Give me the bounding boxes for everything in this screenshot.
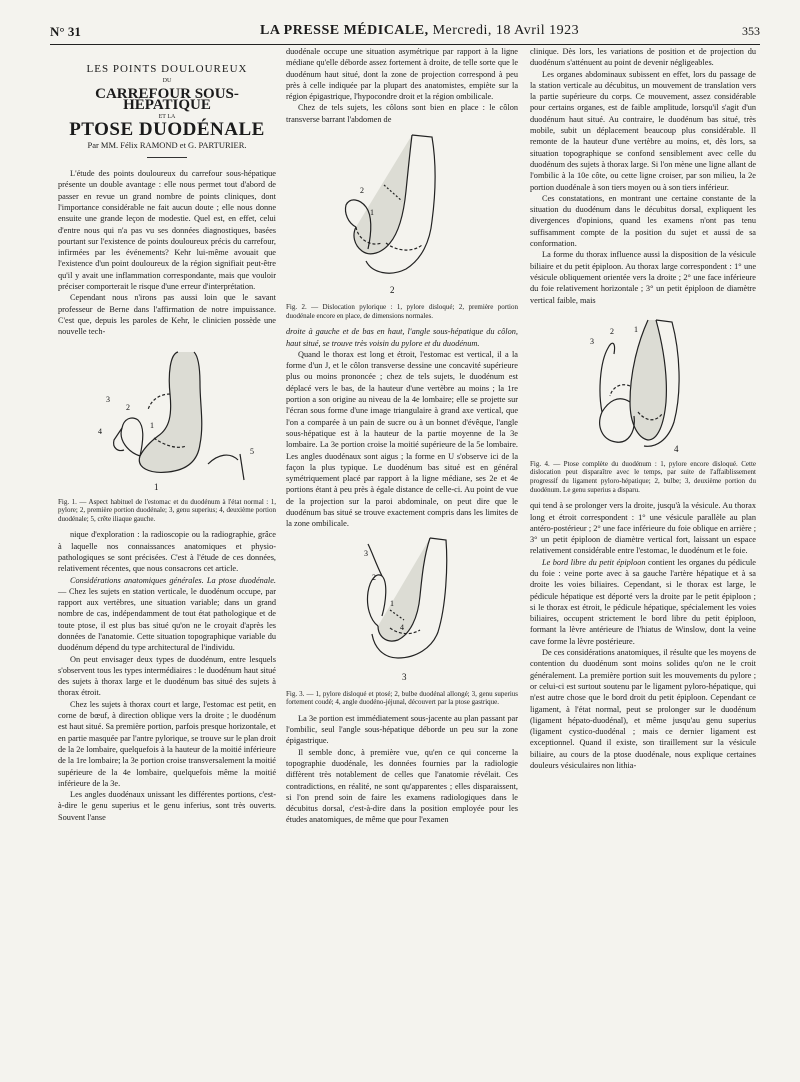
paragraph: Les angles duodénaux unissant les différentes portions, c'est-à-dire le genu superius et le genu inferius, sont très ouverts. Souvent l'anse — [58, 790, 276, 822]
section-heading: Le bord libre du petit épiploon — [542, 557, 646, 567]
paragraph-body: — Chez les sujets en station verticale, le duodénum occupe, par rapport aux vertèbres, une situation variable; dans un grand nombre de cas, indépendamment de tout état pathologique et de toute ptose, il est plus bas situé qu'on ne le croyait d'après les données de l'anatomie. Cette situation topographique variable du duodénum dépend du type architectural de l'individu. — [58, 586, 276, 653]
paragraph: Ces constatations, en montrant une certaine constante de la situation du duodénum dans le décubitus dorsal, expliquent les divergences d'opinions, quand les examens n'ont pas tenu suffisamment compte de la position du sujet et aussi de sa conformation. — [530, 193, 756, 249]
paragraph-body: droite à gauche et de bas en haut, l'angle sous-hépatique du côlon, haut situé, se trouve très voisin du pylore et du duodénum. — [286, 327, 518, 348]
paragraph: De ces considérations anatomiques, il résulte que les moyens de contention du duodénum sont moins solides qu'on ne le croit généralement. La première portion suit les mouvements du pylore ; or celui-ci est surtout soutenu par le ligament pyloro-hépatique, qui n'est autre chose que le bord droit du petit épiploon. Cependant ce ligament, à l'état normal, peut se prolonger sur le duodénum (ligament hépato-duodénal), et même jusqu'au genu superius (ligament cystico-duodénal ; mais ce dernier ligament est exceptionnel. Quand il existe, son tiraillement sur la vésicule biliaire, au cours de la ptose duodénale, nous explique certaines douleurs vésiculaires non lithia- — [530, 648, 756, 771]
fig2-label-1: 1 — [370, 208, 374, 218]
issue-number: N° 31 — [50, 24, 81, 39]
paragraph: nique d'exploration : la radioscopie ou la radiographie, grâce à laquelle nos connaissances anatomiques et physio-pathologiques se sont précisées. C'est à l'étude de ces données, relativement récentes, que nous consacrons cet article. — [58, 530, 276, 574]
title-divider — [147, 157, 187, 158]
figure-4-drawing — [530, 312, 756, 456]
fig1-label-5: 5 — [250, 446, 254, 456]
paragraph: Cependant nous n'irons pas aussi loin que le savant professeur de Berne dans l'affirmation de notre impuissance. C'est que, depuis les paroles de Kehr, le clinicien possède une nouvelle tech- — [58, 293, 276, 337]
paragraph: La 3e portion est immédiatement sous-jacente au plan passant par l'ombilic, seul l'angle sous-hépatique déborde un peu sur la zone épigastrique. — [286, 713, 518, 746]
title-line-3: PTOSE DUODÉNALE — [69, 119, 265, 141]
paragraph: Quand le thorax est long et étroit, l'estomac est vertical, il a la forme d'un J, et le côlon transverse dessine une concavité supérieure plus ou moins prononcée ; chez de tels sujets, le duodénum est déplacé vers le bas, de la hauteur d'une vertèbre au moins ; la 1re portion a son origine au niveau de la 4e lombaire; elle se projette sur l'écran sous forme d'une image triangulaire à grand axe vertical, que l'on a comparée à un pain de sucre ou à un bonnet d'évêque, l'angle sous-hépatique est à la hauteur de la partie moyenne de la 3e lombaire. La 3e portion croise la moitié supérieure de la 5e lombaire. Les angles duodénaux sont aigus ; la forme en U s'observe ici de la façon la plus typique. Le duodénum bas situé est en général symétriquement placé par rapport à la ligne médiane, ses 2e et 4e portions étant à peu près à égale distance de celle-ci. Au point de vue de la projection sur la paroi abdominale, on peut dire que le duodénum bas situé se trouve exactement compris dans les limites de la zone ombilicale. — [286, 349, 518, 529]
fig2-label-2: 2 — [360, 186, 364, 196]
title-line-1: LES POINTS DOULOUREUX — [86, 63, 248, 75]
paragraph: Chez de tels sujets, les côlons sont bien en place : le côlon transverse barrant l'abdomen de — [286, 103, 518, 124]
paragraph: Chez les sujets à thorax court et large, l'estomac est petit, en corne de bœuf, à direction oblique vers la droite ; le duodénum est haut situé. Sa première portion, parfois presque horizontale, et en partie masquée par l'antre pylorique, se trouve sur le plan droit de la 2e lombaire, quelquefois à la hauteur de la moitié inférieure de la 1re lombaire; la 3e portion croise transversalement la moitié supérieure de la 4e lombaire, quelquefois même la moitié inférieure de la 3e. — [58, 699, 276, 788]
title-du: DU — [162, 78, 172, 85]
figure-1-caption: Fig. 1. — Aspect habituel de l'estomac et du duodénum à l'état normal : 1, pylore; 2, première portion duodénale; 3, genu superius; 4, deuxième portion duodénale; 5, crête iliaque gauche. — [58, 497, 276, 523]
fig4-label-2: 2 — [610, 326, 614, 336]
page-number: 353 — [742, 24, 760, 38]
figure-3-caption: Fig. 3. — 1, pylore disloqué et ptosé; 2, bulbe duodénal allongé; 3, genu superius fortement coudé; 4, angle duodéno-jéjunal, découvert par la ptose gastrique. — [286, 689, 518, 707]
column-3 — [530, 46, 756, 771]
fig2-number: 2 — [390, 285, 395, 296]
fig1-label-1: 1 — [150, 420, 154, 430]
paragraph: Les organes abdominaux subissent en effet, lors du passage de la station verticale au décubitus, un mouvement de translation vers la partie supérieure du corps. Ce mouvement, assez considérable pour certains organes, est de faible amplitude, lorsqu'il s'agit d'un duodénum haut situé. Au contraire, le duodénum bas situé, très mobile, subit un déplacement beaucoup plus considérable. Il remonte de la hauteur d'une vertèbre au moins, et, dès lors, sa situation topographique se confond sensiblement avec celle du duodénum des sujets à thorax large. Si l'on mène une ligne allant de l'ombilic à la 10e côte, ou cette ligne croiser, par son milieu, la 2e portion duodénale à son tiers moyen ou à son tiers inférieur. — [530, 69, 756, 192]
paragraph — [286, 326, 518, 349]
page-header — [50, 22, 760, 45]
title-et: ET LA — [158, 114, 176, 121]
figure-2 — [286, 131, 518, 299]
fig1-label-2: 2 — [126, 402, 130, 412]
authors: Par MM. Félix RAMOND et G. PARTURIER. — [87, 139, 247, 150]
paragraph — [58, 575, 276, 654]
journal-title — [260, 23, 579, 39]
paragraph: La forme du thorax influence aussi la disposition de la vésicule biliaire et du petit épiploon. Au thorax large correspondent : 1° une vésicule obliquement orientée vers la droite ; 2° une face inférieure du foie relativement horizontale ; 3° un petit épiploon de diamètre vertical faible, mais — [530, 250, 756, 305]
journal-name: LA PRESSE MÉDICALE, — [260, 23, 429, 38]
figure-2-caption: Fig. 2. — Dislocation pylorique : 1, pylore disloqué; 2, première portion duodénale encore en place, de dimensions normales. — [286, 303, 518, 320]
figure-1-drawing — [58, 344, 276, 494]
section-heading: Considérations anatomiques générales. La ptose duodénale. — [70, 575, 276, 585]
fig1-label-4: 4 — [98, 426, 102, 436]
paragraph: On peut envisager deux types de duodénum, entre lesquels s'observent tous les types intermédiaires : le duodénum haut situé des sujets à thorax large et le duodénum bas situé des sujets à thorax étroit. — [58, 654, 276, 698]
paragraph: clinique. Dès lors, les variations de position et de projection du duodénum s'atténuent au point de devenir négligeables. — [530, 47, 756, 68]
fig4-label-1: 1 — [634, 324, 638, 334]
figure-2-drawing — [286, 131, 518, 299]
paragraph: duodénale occupe une situation asymétrique par rapport à la ligne médiane qu'elle déborde assez fortement à droite, de telle sorte que le duodénum haut situé, dont la zone de projection correspond à peu près à celle indiquée par la plupart des anatomistes, empiète sur la région épigastrique, l'hypocondre droit et la région ombilicale. — [286, 47, 518, 102]
paragraph: Il semble donc, à première vue, qu'en ce qui concerne la topographie duodénale, les données fournies par la radiologie diffèrent très notablement de celles que l'anatomie révélait. Ces contradictions, en réalité, ne sont qu'apparentes ; elles disparaissent, si l'on prend soin de faire les examens radiologiques dans le décubitus dorsal, c'est-à-dire dans la position employée pour les études anatomiques, de même que pour l'examen — [286, 747, 518, 825]
figure-1 — [58, 344, 276, 494]
figure-4-caption: Fig. 4. — Ptose complète du duodénum : 1, pylore encore disloqué. Cette dislocation peut disparaître avec le temps, par suite de l'affaiblissement progressif du ligament pyloro-hépatique; 2, bulbe; 3, deuxième portion du duodénum. Le genu superius a disparu. — [530, 459, 756, 494]
fig3-label-2: 2 — [372, 572, 376, 582]
fig3-number: 3 — [402, 671, 407, 682]
figure-4 — [530, 312, 756, 456]
figure-3 — [286, 536, 518, 686]
fig3-label-1: 1 — [390, 598, 394, 608]
figure-3-drawing — [286, 536, 518, 686]
issue-date: Mercredi, 18 Avril 1923 — [432, 23, 580, 38]
column-2 — [286, 46, 518, 826]
paragraph: qui tend à se prolonger vers la droite, jusqu'à la vésicule. Au thorax long et étroit correspondent : 1° une vésicule parallèle au plan antéro-postérieur ; 2° une face inférieure du foie oblique en arrière ; 3° un petit épiploon de diamètre vertical fort, laissant un espace relativement considérable entre l'estomac, le duodénum et le foie. — [530, 501, 756, 556]
column-1 — [58, 60, 276, 823]
fig4-label-3: 3 — [590, 336, 594, 346]
title-line-2: CARREFOUR SOUS-HÉPATIQUE — [95, 85, 239, 113]
paragraph-body: contient les organes du pédicule du foie : veine porte avec à sa gauche l'artère hépatique et à sa droite les voies biliaires. Cependant, si le thorax est large, le pédicule hépatique est déporté vers la droite par le petit épiploon ; si le thorax est étroit, le pédicule hépatique, spécialement les voies biliaires, occupent strictement le bord libre du petit épiploon, formant la lèvre antérieure de l'hiatus de Winslow, dont la veine cave forme la lèvre postérieure. — [530, 557, 756, 646]
paragraph — [530, 557, 756, 647]
fig3-label-3: 3 — [364, 548, 368, 558]
fig1-number: 1 — [154, 481, 159, 492]
article-title — [58, 64, 276, 158]
fig1-label-3: 3 — [106, 394, 110, 404]
fig3-label-4: 4 — [400, 622, 404, 632]
fig4-number: 4 — [674, 443, 679, 454]
paragraph: L'étude des points douloureux du carrefour sous-hépatique présente un double avantage : elle nous permet tout d'abord de passer en revue un grand nombre de points cliniques, dont l'importance considérable ne fait aucun doute ; elle nous donne ensuite une grande leçon de modestie. Quel est, en effet, celui d'entre nous qui n'a pas vu ses données diagnostiques, basées pourtant sur l'existence de points douloureux précis du carrefour, infirmées par les événements? Kehr lui-même avouait que l'existence d'un point douloureux de la région signifiait peut-être qu'il y avait une inflammation correspondante, mais que vouloir préciser comporterait le risque d'une erreur d'interprétation. — [58, 169, 276, 292]
